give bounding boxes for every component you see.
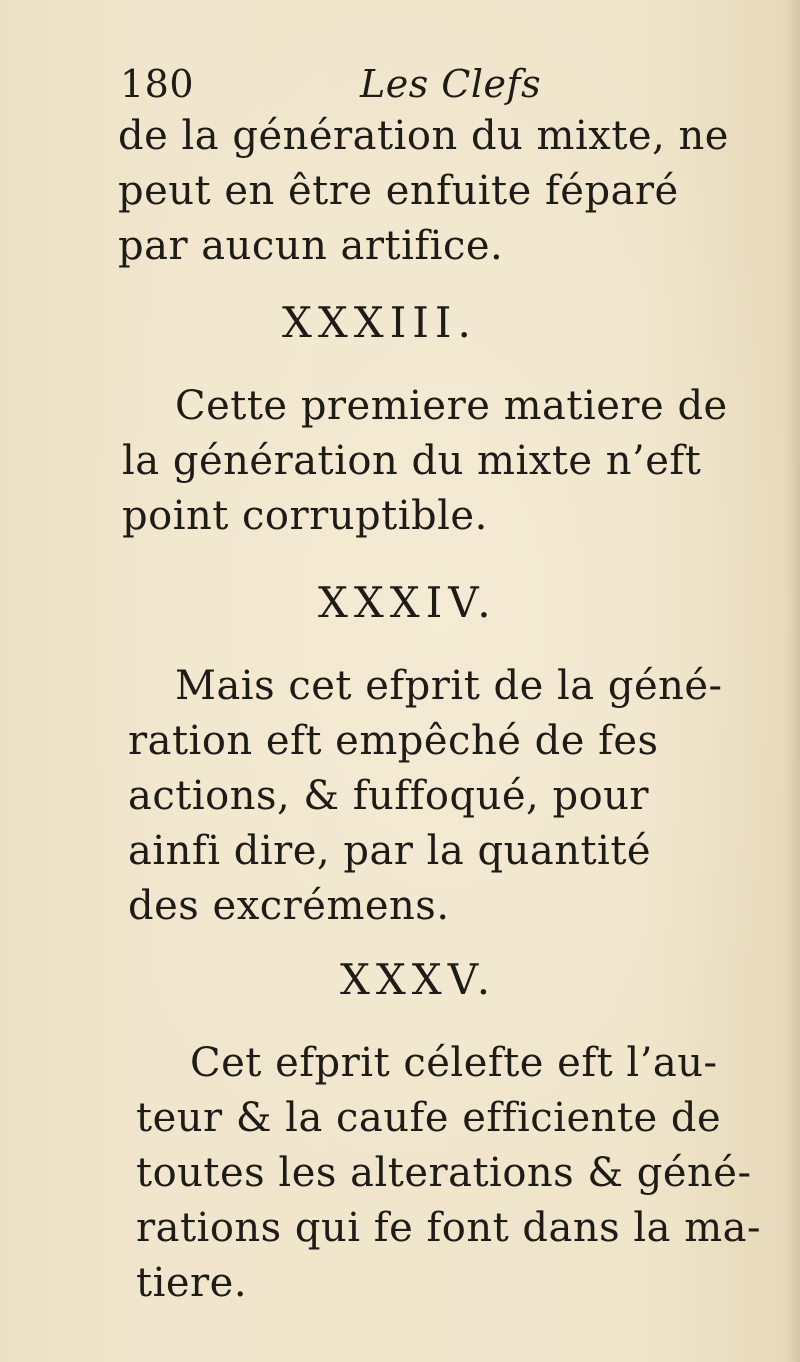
text-line: par aucun artifice. (118, 223, 504, 269)
text-line: Mais cet efprit de la géné- (175, 663, 723, 709)
page-number: 180 (120, 62, 195, 106)
text-line: toutes les alterations & géné- (136, 1150, 752, 1196)
text-line: actions, & fuffoqué, pour (128, 773, 650, 819)
text-line: rations qui fe font dans la ma- (136, 1205, 762, 1251)
text-line: tiere. (136, 1260, 248, 1306)
text-line: Cette premiere matiere de (175, 383, 728, 429)
text-line: ration eft empêché de fes (128, 718, 659, 764)
text-line: de la génération du mixte, ne (118, 113, 729, 159)
section-heading: XXXIV. (318, 578, 497, 627)
page-header (120, 62, 760, 112)
text-line: Cet efprit célefte eft l’au- (190, 1040, 718, 1086)
page-edge-shadow (786, 0, 800, 1362)
section-heading: XXXIII. (282, 298, 477, 347)
section-heading: XXXV. (340, 955, 497, 1004)
text-line: teur & la caufe efficiente de (136, 1095, 722, 1141)
text-line: des excrémens. (128, 883, 450, 929)
text-line: ainfi dire, par la quantité (128, 828, 652, 874)
text-line: peut en être enfuite féparé (118, 168, 679, 214)
text-line: la génération du mixte n’eft (122, 438, 702, 484)
text-line: point corruptible. (122, 493, 488, 539)
running-head: Les Clefs (360, 62, 542, 106)
